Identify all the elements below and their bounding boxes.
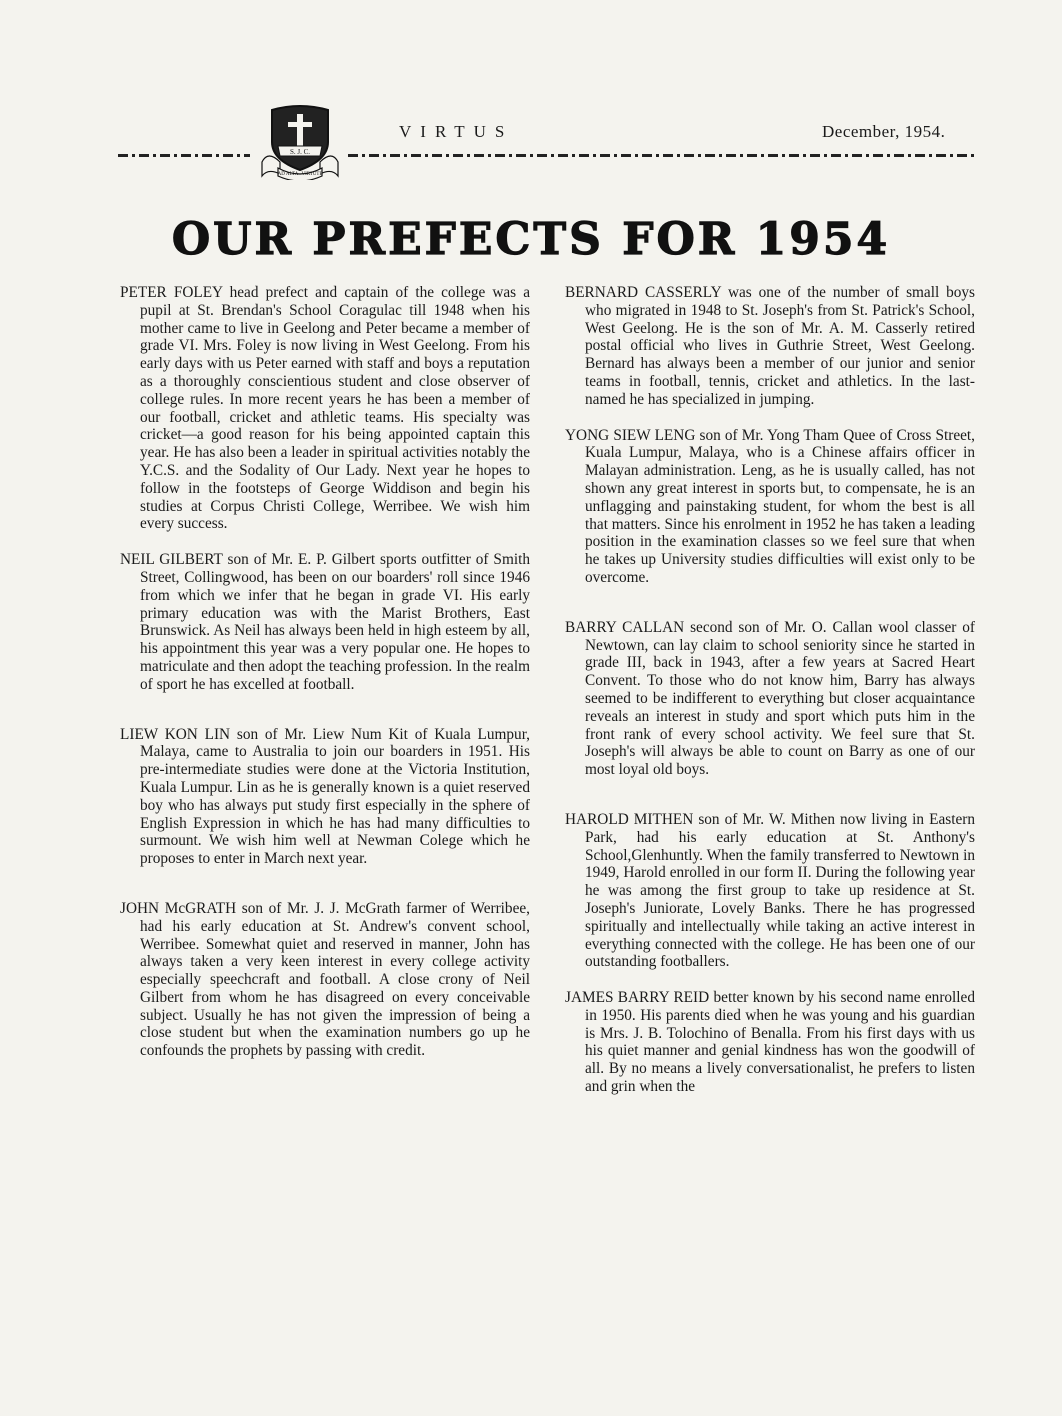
crest-monogram: S. J. C. <box>289 148 311 156</box>
prefect-entry-liew-kon-lin: LIEW KON LIN son of Mr. Liew Num Kit of Kuala Lumpur, Malaya, came to Australia to join our boarders in 1951. His pre-intermediate studies were done at the Victoria Institution, Kuala Lumpur. Lin as he is generally known is a quiet reserved boy who has always put study first especially in the sphere of English Expression in which he has had many difficulties to surmount. We wish him well at Newman Colege which he proposes to enter in March next year. <box>120 725 530 868</box>
prefect-entry-neil-gilbert: NEIL GILBERT son of Mr. E. P. Gilbert sports outfitter of Smith Street, Collingwood, has been on our boarders' roll since 1946 from which we infer that he began in grade VI. His early primary education was with the Marist Brothers, East Brunswick. As Neil has always been held in high esteem by all, his appointment this year was a very popular one. He hopes to matriculate and then adopt the teaching profession. In the realm of sport he has excelled at football. <box>120 551 530 693</box>
prefect-entry-bernard-casserly: BERNARD CASSERLY was one of the number of small boys who migrated in 1948 to St. Joseph's from St. Patrick's School, West Geelong. He is the son of Mr. A. M. Casserly retired postal official who lives in Guthrie Street, West Geelong. Bernard has always been a member of our junior and senior teams in football, tennis, cricket and athletics. In the last-named he has specialized in jumping. <box>565 284 975 408</box>
prefect-entry-yong-siew-leng: YONG SIEW LENG son of Mr. Yong Tham Quee of Cross Street, Kuala Lumpur, Malaya, who is a Chinese affairs officer in Malayan administration. Leng, as he is usually called, has not shown any great interest in sports but, to compensate, he is an unflagging and painstaking student, for whom the best is all that matters. Since his enrolment in 1952 he has taken a leading position in the examination classes so we feel sure that when he takes up University studies difficulties will exist only to be overcome. <box>565 426 975 586</box>
prefect-entry-john-mcgrath: JOHN McGRATH son of Mr. J. J. McGrath farmer of Werribee, had his early education at St. Andrew's convent school, Werribee. Somewhat quiet and reserved in manner, John has always taken a very keen interest in every college activity especially speechcraft and football. A close crony of Neil Gilbert from whom he has disagreed on every conceivable subject. Usually he has not given the impression of being a close student but when the examination numbers go up he confounds the prophets by passing with credit. <box>120 899 530 1060</box>
right-column <box>565 284 975 1114</box>
college-crest-icon <box>258 102 342 180</box>
header-rule-left <box>118 154 250 157</box>
header-rule-right <box>348 154 976 157</box>
issue-date: December, 1954. <box>822 122 946 141</box>
prefect-entry-peter-foley: PETER FOLEY head prefect and captain of the college was a pupil at St. Brendan's School Coragulac till 1948 when his mother came to live in Geelong and Peter became a member of grade VI. Mrs. Foley is now living in West Geelong. From his early days with us Peter earned with staff and boys a reputation as a thoroughly conscientious student and close observer of college rules. In more recent years he has been a member of our football, cricket and athletic teams. His specialty was cricket—a good reason for his being appointed captain this year. He has also been a leader in spiritual activities notably the Y.C.S. and the Sodality of Our Lady. Next year he hopes to follow in the footsteps of George Widdison and begin his studies at Corpus Christi College, Werribee. We wish him every success. <box>120 284 530 533</box>
page-header <box>118 100 976 180</box>
magazine-title: VIRTUS <box>399 122 514 141</box>
crest-motto-right: VIRTUTE <box>301 172 323 177</box>
left-column <box>120 284 530 1078</box>
prefect-entry-barry-callan: BARRY CALLAN second son of Mr. O. Callan wool classer of Newtown, can lay claim to school seniority since he started in grade III, back in 1943, after a few years at Sacred Heart Convent. To those who do not know him, Barry has always seemed to be indifferent to everything but closer acquaintance reveals an interest in study and sport which puts him in the front rank of every school activity. We feel sure that St. Joseph's will always be able to count on Barry as one of our most loyal old boys. <box>565 618 975 779</box>
prefect-entry-james-barry-reid: JAMES BARRY REID better known by his second name enrolled in 1950. His parents died when he was young and his guardian is Mrs. J. B. Tolochino of Benalla. From his first days with us his quiet manner and genial kindness has won the goodwill of all. By no means a lively conversationalist, he prefers to listen and grin when the <box>565 989 975 1096</box>
prefect-entry-harold-mithen: HAROLD MITHEN son of Mr. W. Mithen now living in Eastern Park, had his early education at St. Anthony's School,Glenhuntly. When the family transferred to Newtown in 1949, Harold enrolled in our form II. During the following year he was among the first group to take up residence at St. Joseph's Juniorate, Lovely Banks. There he has progressed spiritually and intellectually while taking an active interest in everything connected with the college. He has been one of our outstanding footballers. <box>565 810 975 971</box>
crest-motto-left: AD ALTA <box>277 172 299 177</box>
page-title: OUR PREFECTS FOR 1954 <box>171 214 891 265</box>
